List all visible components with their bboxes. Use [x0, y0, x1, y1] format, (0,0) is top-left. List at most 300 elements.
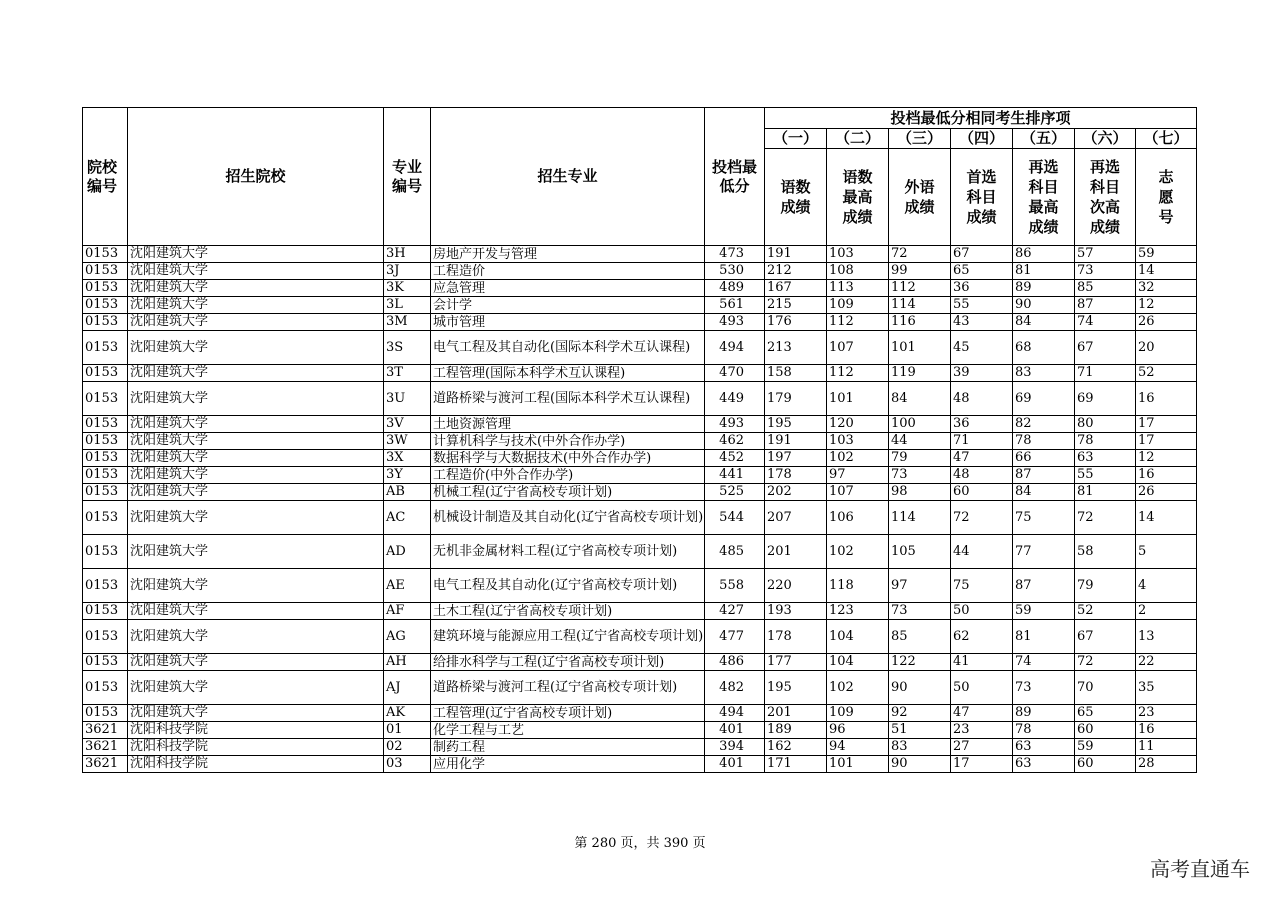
table-row	[83, 620, 1197, 654]
table-row	[83, 484, 1197, 501]
cell-major-code: 3T	[384, 365, 431, 382]
cell-major-name: 土地资源管理	[431, 416, 705, 433]
cell-tiebreak-4: 72	[951, 501, 1013, 535]
cell-tiebreak-3: 119	[889, 365, 951, 382]
cell-min-score: 493	[705, 416, 765, 433]
cell-school-code: 0153	[83, 246, 128, 263]
cell-tiebreak-1: 191	[765, 246, 827, 263]
cell-major-name: 建筑环境与能源应用工程(辽宁省高校专项计划)	[431, 620, 705, 654]
cell-tiebreak-7: 26	[1136, 484, 1197, 501]
cell-major-name: 应用化学	[431, 756, 705, 773]
cell-tiebreak-3: 97	[889, 569, 951, 603]
cell-tiebreak-3: 98	[889, 484, 951, 501]
cell-tiebreak-3: 90	[889, 671, 951, 705]
cell-tiebreak-6: 72	[1075, 501, 1136, 535]
cell-tiebreak-6: 60	[1075, 756, 1136, 773]
cell-school-code: 0153	[83, 467, 128, 484]
cell-tiebreak-7: 17	[1136, 416, 1197, 433]
cell-tiebreak-1: 189	[765, 722, 827, 739]
cell-tiebreak-4: 75	[951, 569, 1013, 603]
cell-tiebreak-7: 26	[1136, 314, 1197, 331]
cell-major-code: AF	[384, 603, 431, 620]
cell-tiebreak-3: 100	[889, 416, 951, 433]
cell-tiebreak-5: 78	[1013, 722, 1075, 739]
cell-tiebreak-2: 113	[827, 280, 889, 297]
cell-tiebreak-6: 60	[1075, 722, 1136, 739]
cell-school-name: 沈阳建筑大学	[128, 620, 384, 654]
cell-tiebreak-2: 103	[827, 246, 889, 263]
cell-tiebreak-1: 176	[765, 314, 827, 331]
cell-school-code: 0153	[83, 331, 128, 365]
cell-tiebreak-2: 97	[827, 467, 889, 484]
cell-tiebreak-3: 79	[889, 450, 951, 467]
cell-tiebreak-5: 74	[1013, 654, 1075, 671]
table-row	[83, 365, 1197, 382]
cell-tiebreak-5: 81	[1013, 263, 1075, 280]
cell-tiebreak-3: 51	[889, 722, 951, 739]
cell-school-name: 沈阳建筑大学	[128, 603, 384, 620]
cell-min-score: 561	[705, 297, 765, 314]
cell-major-name: 应急管理	[431, 280, 705, 297]
cell-min-score: 544	[705, 501, 765, 535]
cell-school-name: 沈阳建筑大学	[128, 433, 384, 450]
cell-tiebreak-2: 106	[827, 501, 889, 535]
cell-tiebreak-2: 104	[827, 620, 889, 654]
cell-school-name: 沈阳建筑大学	[128, 467, 384, 484]
cell-tiebreak-5: 81	[1013, 620, 1075, 654]
cell-tiebreak-3: 85	[889, 620, 951, 654]
cell-tiebreak-4: 41	[951, 654, 1013, 671]
cell-school-code: 0153	[83, 569, 128, 603]
cell-tiebreak-1: 212	[765, 263, 827, 280]
table-row	[83, 246, 1197, 263]
cell-tiebreak-1: 207	[765, 501, 827, 535]
cell-tiebreak-4: 17	[951, 756, 1013, 773]
cell-tiebreak-4: 43	[951, 314, 1013, 331]
cell-tiebreak-1: 220	[765, 569, 827, 603]
table-row	[83, 331, 1197, 365]
table-row	[83, 297, 1197, 314]
cell-tiebreak-3: 114	[889, 297, 951, 314]
cell-tiebreak-6: 87	[1075, 297, 1136, 314]
cell-tiebreak-2: 109	[827, 297, 889, 314]
cell-tiebreak-1: 191	[765, 433, 827, 450]
cell-tiebreak-2: 104	[827, 654, 889, 671]
header-tiebreak-num-5: （五）	[1013, 129, 1075, 149]
cell-major-code: 02	[384, 739, 431, 756]
cell-min-score: 401	[705, 756, 765, 773]
cell-school-name: 沈阳建筑大学	[128, 263, 384, 280]
cell-school-code: 0153	[83, 535, 128, 569]
table-row	[83, 263, 1197, 280]
cell-tiebreak-1: 201	[765, 705, 827, 722]
cell-tiebreak-6: 69	[1075, 382, 1136, 416]
cell-school-name: 沈阳建筑大学	[128, 297, 384, 314]
cell-tiebreak-1: 171	[765, 756, 827, 773]
cell-min-score: 494	[705, 331, 765, 365]
table-row	[83, 739, 1197, 756]
cell-school-name: 沈阳建筑大学	[128, 484, 384, 501]
table-row	[83, 433, 1197, 450]
cell-school-name: 沈阳建筑大学	[128, 331, 384, 365]
cell-tiebreak-4: 23	[951, 722, 1013, 739]
header-tiebreak-num-6: （六）	[1075, 129, 1136, 149]
cell-tiebreak-5: 89	[1013, 705, 1075, 722]
cell-school-code: 0153	[83, 654, 128, 671]
table-body	[83, 246, 1197, 773]
cell-major-name: 会计学	[431, 297, 705, 314]
cell-major-name: 电气工程及其自动化(辽宁省高校专项计划)	[431, 569, 705, 603]
cell-school-name: 沈阳建筑大学	[128, 671, 384, 705]
cell-school-name: 沈阳建筑大学	[128, 705, 384, 722]
cell-school-code: 3621	[83, 739, 128, 756]
cell-major-code: 3H	[384, 246, 431, 263]
cell-min-score: 394	[705, 739, 765, 756]
cell-major-name: 道路桥梁与渡河工程(国际本科学术互认课程)	[431, 382, 705, 416]
cell-min-score: 558	[705, 569, 765, 603]
cell-tiebreak-5: 82	[1013, 416, 1075, 433]
cell-school-code: 0153	[83, 484, 128, 501]
cell-min-score: 449	[705, 382, 765, 416]
cell-school-name: 沈阳科技学院	[128, 722, 384, 739]
cell-tiebreak-2: 120	[827, 416, 889, 433]
table-row	[83, 569, 1197, 603]
cell-major-code: 3W	[384, 433, 431, 450]
cell-min-score: 489	[705, 280, 765, 297]
header-tiebreak-label-5: 再选科目最高成绩	[1013, 149, 1075, 246]
table-row	[83, 467, 1197, 484]
cell-tiebreak-1: 177	[765, 654, 827, 671]
cell-min-score: 470	[705, 365, 765, 382]
table-row	[83, 705, 1197, 722]
cell-tiebreak-6: 71	[1075, 365, 1136, 382]
header-school-name: 招生院校	[128, 108, 384, 246]
header-tiebreak-num-1: （一）	[765, 129, 827, 149]
cell-min-score: 530	[705, 263, 765, 280]
cell-tiebreak-7: 16	[1136, 382, 1197, 416]
cell-tiebreak-3: 73	[889, 467, 951, 484]
cell-tiebreak-4: 48	[951, 467, 1013, 484]
cell-tiebreak-1: 178	[765, 467, 827, 484]
cell-tiebreak-2: 96	[827, 722, 889, 739]
cell-school-name: 沈阳建筑大学	[128, 535, 384, 569]
header-tiebreak-label-7: 志愿号	[1136, 149, 1197, 246]
cell-tiebreak-1: 178	[765, 620, 827, 654]
cell-school-code: 0153	[83, 501, 128, 535]
cell-tiebreak-2: 103	[827, 433, 889, 450]
cell-tiebreak-4: 60	[951, 484, 1013, 501]
cell-tiebreak-2: 107	[827, 484, 889, 501]
admission-score-table	[82, 107, 1197, 773]
cell-school-name: 沈阳建筑大学	[128, 246, 384, 263]
cell-tiebreak-2: 118	[827, 569, 889, 603]
cell-tiebreak-5: 83	[1013, 365, 1075, 382]
cell-school-name: 沈阳建筑大学	[128, 654, 384, 671]
cell-tiebreak-2: 94	[827, 739, 889, 756]
cell-tiebreak-4: 62	[951, 620, 1013, 654]
cell-tiebreak-2: 101	[827, 382, 889, 416]
cell-major-code: 3K	[384, 280, 431, 297]
cell-tiebreak-1: 202	[765, 484, 827, 501]
watermark-text: 高考直通车	[1150, 857, 1250, 881]
cell-school-code: 0153	[83, 416, 128, 433]
cell-tiebreak-5: 63	[1013, 739, 1075, 756]
cell-school-code: 3621	[83, 722, 128, 739]
cell-major-name: 机械设计制造及其自动化(辽宁省高校专项计划)	[431, 501, 705, 535]
cell-tiebreak-1: 179	[765, 382, 827, 416]
cell-min-score: 452	[705, 450, 765, 467]
table-row	[83, 654, 1197, 671]
cell-tiebreak-7: 5	[1136, 535, 1197, 569]
cell-major-code: AJ	[384, 671, 431, 705]
cell-min-score: 493	[705, 314, 765, 331]
cell-tiebreak-2: 101	[827, 756, 889, 773]
cell-major-code: AE	[384, 569, 431, 603]
table-row	[83, 671, 1197, 705]
cell-major-name: 工程造价(中外合作办学)	[431, 467, 705, 484]
cell-tiebreak-7: 52	[1136, 365, 1197, 382]
cell-tiebreak-1: 197	[765, 450, 827, 467]
table-row	[83, 450, 1197, 467]
cell-tiebreak-6: 80	[1075, 416, 1136, 433]
cell-tiebreak-4: 36	[951, 416, 1013, 433]
cell-tiebreak-5: 89	[1013, 280, 1075, 297]
cell-tiebreak-3: 105	[889, 535, 951, 569]
cell-major-code: 3V	[384, 416, 431, 433]
cell-tiebreak-7: 13	[1136, 620, 1197, 654]
cell-major-code: 3U	[384, 382, 431, 416]
cell-major-code: 03	[384, 756, 431, 773]
cell-tiebreak-7: 4	[1136, 569, 1197, 603]
cell-major-code: 3J	[384, 263, 431, 280]
cell-tiebreak-3: 101	[889, 331, 951, 365]
cell-tiebreak-5: 87	[1013, 467, 1075, 484]
cell-tiebreak-1: 195	[765, 416, 827, 433]
cell-tiebreak-7: 22	[1136, 654, 1197, 671]
table-row	[83, 280, 1197, 297]
cell-major-code: 3L	[384, 297, 431, 314]
cell-tiebreak-1: 162	[765, 739, 827, 756]
cell-school-name: 沈阳建筑大学	[128, 365, 384, 382]
cell-min-score: 485	[705, 535, 765, 569]
cell-school-name: 沈阳建筑大学	[128, 501, 384, 535]
header-major-name: 招生专业	[431, 108, 705, 246]
cell-major-name: 工程造价	[431, 263, 705, 280]
header-tiebreak-label-2: 语数最高成绩	[827, 149, 889, 246]
cell-major-name: 工程管理(国际本科学术互认课程)	[431, 365, 705, 382]
cell-tiebreak-5: 78	[1013, 433, 1075, 450]
page-footer: 第 280 页，共 390 页	[574, 836, 706, 851]
header-tiebreak-num-2: （二）	[827, 129, 889, 149]
cell-tiebreak-6: 63	[1075, 450, 1136, 467]
cell-tiebreak-4: 65	[951, 263, 1013, 280]
cell-school-code: 0153	[83, 433, 128, 450]
cell-tiebreak-1: 201	[765, 535, 827, 569]
cell-major-name: 机械工程(辽宁省高校专项计划)	[431, 484, 705, 501]
table-row	[83, 756, 1197, 773]
cell-tiebreak-5: 73	[1013, 671, 1075, 705]
cell-tiebreak-4: 50	[951, 671, 1013, 705]
cell-major-name: 土木工程(辽宁省高校专项计划)	[431, 603, 705, 620]
cell-tiebreak-4: 47	[951, 450, 1013, 467]
cell-min-score: 462	[705, 433, 765, 450]
cell-major-code: 3M	[384, 314, 431, 331]
cell-min-score: 486	[705, 654, 765, 671]
cell-major-code: AH	[384, 654, 431, 671]
cell-tiebreak-2: 123	[827, 603, 889, 620]
cell-tiebreak-3: 112	[889, 280, 951, 297]
cell-tiebreak-3: 114	[889, 501, 951, 535]
cell-tiebreak-5: 77	[1013, 535, 1075, 569]
cell-tiebreak-6: 74	[1075, 314, 1136, 331]
cell-school-code: 0153	[83, 671, 128, 705]
cell-tiebreak-7: 23	[1136, 705, 1197, 722]
cell-min-score: 473	[705, 246, 765, 263]
cell-tiebreak-1: 213	[765, 331, 827, 365]
cell-school-name: 沈阳建筑大学	[128, 416, 384, 433]
cell-major-name: 房地产开发与管理	[431, 246, 705, 263]
cell-tiebreak-1: 215	[765, 297, 827, 314]
cell-school-code: 0153	[83, 365, 128, 382]
cell-tiebreak-7: 2	[1136, 603, 1197, 620]
cell-tiebreak-3: 72	[889, 246, 951, 263]
cell-major-name: 道路桥梁与渡河工程(辽宁省高校专项计划)	[431, 671, 705, 705]
cell-tiebreak-6: 70	[1075, 671, 1136, 705]
cell-tiebreak-6: 55	[1075, 467, 1136, 484]
header-school-code: 院校编号	[83, 108, 128, 246]
cell-major-code: AB	[384, 484, 431, 501]
cell-school-code: 0153	[83, 314, 128, 331]
cell-tiebreak-4: 39	[951, 365, 1013, 382]
cell-tiebreak-2: 107	[827, 331, 889, 365]
cell-major-code: 3Y	[384, 467, 431, 484]
cell-tiebreak-5: 90	[1013, 297, 1075, 314]
cell-tiebreak-3: 92	[889, 705, 951, 722]
cell-school-code: 0153	[83, 705, 128, 722]
cell-tiebreak-4: 36	[951, 280, 1013, 297]
cell-min-score: 482	[705, 671, 765, 705]
table-row	[83, 603, 1197, 620]
cell-major-name: 制药工程	[431, 739, 705, 756]
cell-tiebreak-5: 66	[1013, 450, 1075, 467]
cell-major-name: 工程管理(辽宁省高校专项计划)	[431, 705, 705, 722]
cell-tiebreak-4: 48	[951, 382, 1013, 416]
cell-tiebreak-4: 45	[951, 331, 1013, 365]
cell-tiebreak-2: 102	[827, 535, 889, 569]
cell-tiebreak-6: 72	[1075, 654, 1136, 671]
header-tiebreak-num-4: （四）	[951, 129, 1013, 149]
header-tiebreak-label-1: 语数成绩	[765, 149, 827, 246]
cell-tiebreak-6: 85	[1075, 280, 1136, 297]
cell-major-name: 电气工程及其自动化(国际本科学术互认课程)	[431, 331, 705, 365]
cell-major-code: AD	[384, 535, 431, 569]
cell-min-score: 494	[705, 705, 765, 722]
cell-tiebreak-5: 75	[1013, 501, 1075, 535]
cell-tiebreak-2: 112	[827, 365, 889, 382]
cell-school-code: 3621	[83, 756, 128, 773]
cell-tiebreak-6: 81	[1075, 484, 1136, 501]
header-tiebreak-num-3: （三）	[889, 129, 951, 149]
table-row	[83, 535, 1197, 569]
cell-tiebreak-1: 195	[765, 671, 827, 705]
cell-school-code: 0153	[83, 603, 128, 620]
table-row	[83, 314, 1197, 331]
cell-major-code: AK	[384, 705, 431, 722]
cell-major-code: 3S	[384, 331, 431, 365]
cell-tiebreak-6: 78	[1075, 433, 1136, 450]
cell-tiebreak-6: 57	[1075, 246, 1136, 263]
cell-tiebreak-3: 84	[889, 382, 951, 416]
cell-major-code: 3X	[384, 450, 431, 467]
cell-tiebreak-6: 65	[1075, 705, 1136, 722]
cell-min-score: 401	[705, 722, 765, 739]
cell-tiebreak-3: 83	[889, 739, 951, 756]
cell-tiebreak-4: 71	[951, 433, 1013, 450]
cell-tiebreak-4: 50	[951, 603, 1013, 620]
cell-tiebreak-5: 68	[1013, 331, 1075, 365]
cell-major-code: AC	[384, 501, 431, 535]
cell-school-code: 0153	[83, 382, 128, 416]
cell-tiebreak-5: 86	[1013, 246, 1075, 263]
cell-school-name: 沈阳建筑大学	[128, 450, 384, 467]
cell-tiebreak-5: 69	[1013, 382, 1075, 416]
cell-school-name: 沈阳建筑大学	[128, 382, 384, 416]
cell-tiebreak-4: 47	[951, 705, 1013, 722]
header-major-code: 专业编号	[384, 108, 431, 246]
cell-tiebreak-6: 59	[1075, 739, 1136, 756]
cell-tiebreak-3: 44	[889, 433, 951, 450]
cell-major-name: 无机非金属材料工程(辽宁省高校专项计划)	[431, 535, 705, 569]
cell-tiebreak-5: 84	[1013, 484, 1075, 501]
cell-tiebreak-7: 14	[1136, 501, 1197, 535]
cell-tiebreak-7: 17	[1136, 433, 1197, 450]
cell-tiebreak-5: 63	[1013, 756, 1075, 773]
cell-school-code: 0153	[83, 450, 128, 467]
cell-tiebreak-1: 158	[765, 365, 827, 382]
cell-tiebreak-3: 73	[889, 603, 951, 620]
cell-major-code: AG	[384, 620, 431, 654]
cell-tiebreak-7: 59	[1136, 246, 1197, 263]
cell-tiebreak-3: 90	[889, 756, 951, 773]
header-min-score: 投档最低分	[705, 108, 765, 246]
cell-school-name: 沈阳建筑大学	[128, 280, 384, 297]
cell-major-name: 给排水科学与工程(辽宁省高校专项计划)	[431, 654, 705, 671]
cell-tiebreak-7: 20	[1136, 331, 1197, 365]
cell-major-name: 计算机科学与技术(中外合作办学)	[431, 433, 705, 450]
cell-tiebreak-5: 84	[1013, 314, 1075, 331]
cell-school-name: 沈阳建筑大学	[128, 314, 384, 331]
cell-major-name: 数据科学与大数据技术(中外合作办学)	[431, 450, 705, 467]
table-row	[83, 382, 1197, 416]
cell-tiebreak-7: 12	[1136, 297, 1197, 314]
cell-tiebreak-2: 112	[827, 314, 889, 331]
cell-min-score: 427	[705, 603, 765, 620]
cell-tiebreak-4: 27	[951, 739, 1013, 756]
cell-school-code: 0153	[83, 263, 128, 280]
cell-tiebreak-2: 102	[827, 671, 889, 705]
cell-min-score: 477	[705, 620, 765, 654]
cell-tiebreak-4: 44	[951, 535, 1013, 569]
cell-tiebreak-6: 67	[1075, 620, 1136, 654]
cell-tiebreak-7: 16	[1136, 467, 1197, 484]
cell-tiebreak-3: 116	[889, 314, 951, 331]
cell-tiebreak-2: 108	[827, 263, 889, 280]
cell-tiebreak-7: 14	[1136, 263, 1197, 280]
cell-school-code: 0153	[83, 297, 128, 314]
cell-tiebreak-2: 102	[827, 450, 889, 467]
cell-tiebreak-1: 193	[765, 603, 827, 620]
cell-tiebreak-7: 16	[1136, 722, 1197, 739]
